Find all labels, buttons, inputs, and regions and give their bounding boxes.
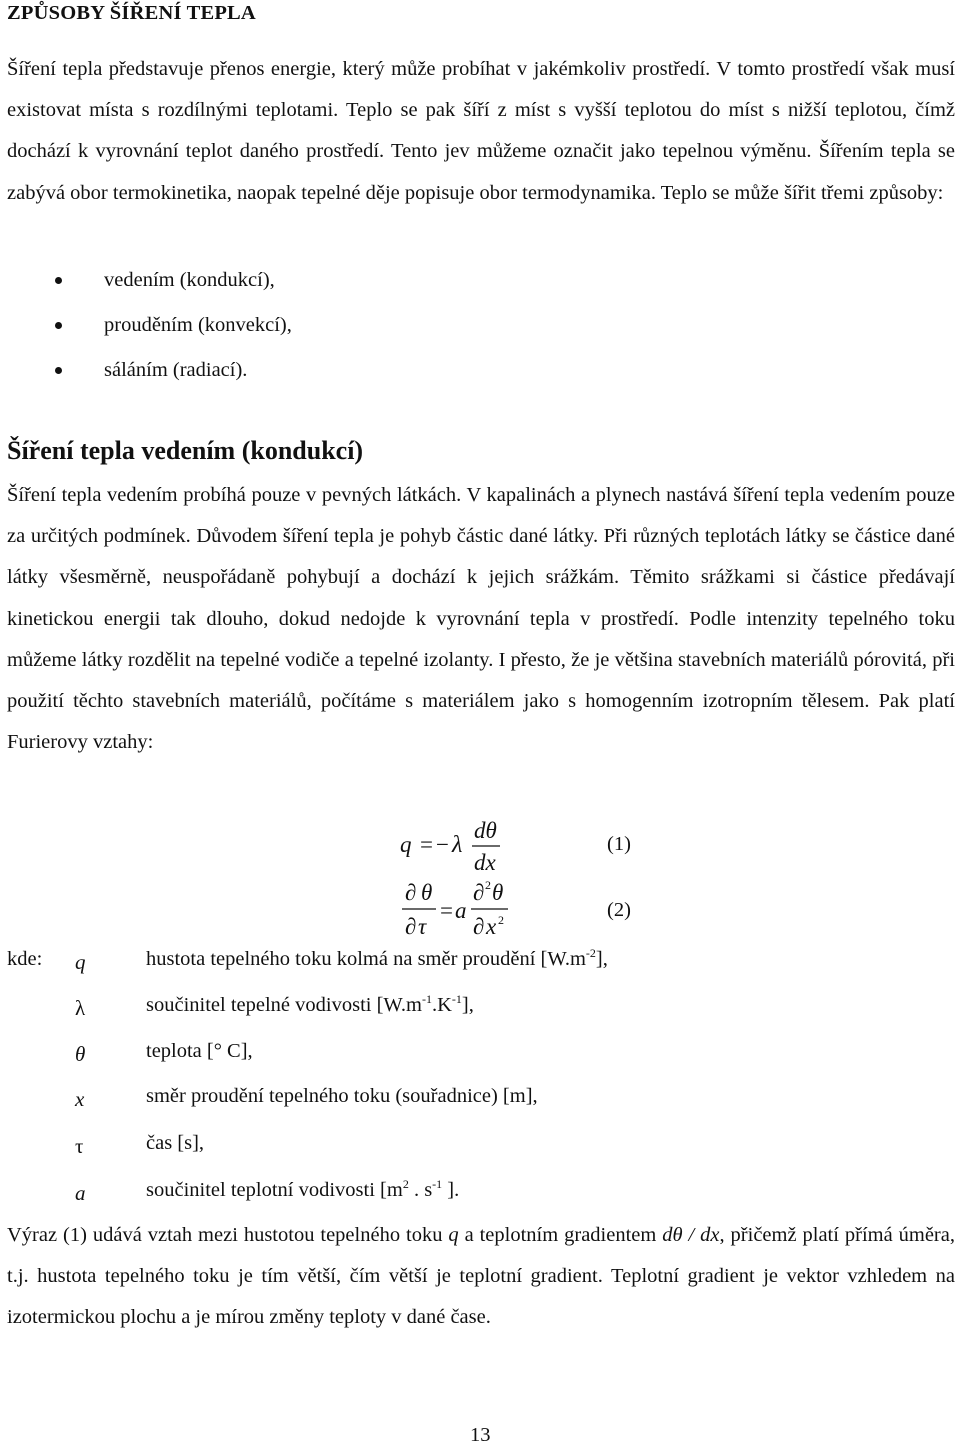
equation-number-2: (2) xyxy=(607,899,631,921)
eq2-a: a xyxy=(455,898,467,923)
section-heading: Šíření tepla vedením (kondukcí) xyxy=(7,436,364,465)
list-item: prouděním (konvekcí), xyxy=(0,303,292,348)
eq1-numerator: dθ xyxy=(474,818,497,843)
definition-x: směr proudění tepelného toku (souřadnice) [m], xyxy=(146,1085,538,1107)
eq2-theta-2: θ xyxy=(492,880,504,905)
eq1-q: q xyxy=(400,832,412,857)
definition-a: součinitel teplotní vodivosti [$m^2$ . $s^{-1}$ ]. xyxy=(146,1177,460,1201)
where-label: kde: xyxy=(7,948,43,970)
bullet-icon xyxy=(55,277,62,284)
symbol-tau: τ xyxy=(75,1134,84,1158)
page-number: 13 xyxy=(470,1424,491,1446)
symbol-lambda: λ xyxy=(75,996,86,1020)
section-paragraph: Šíření tepla vedením probíhá pouze v pevných látkách. V kapalinách a plynech nastává šíření tepla vedením pouze za určitých podmínek. Důvodem šíření tepla je pohyb částic dané látky. Při různých teplotách látky se částice dané látky všesměrně, neuspořádaně pohybují a dochází k jejich srážkám. Těmito srážkami si částice předávají kinetickou energii tak dlouho, dokud nedojde k vyrovnání tepla v prostředí. Podle intenzity tepelného toku můžeme látky rozdělit na tepelné vodiče a tepelné izolanty. I přesto, že je většina stavebních materiálů pórovitá, při použití těchto stavebních materiálů, počítáme s materiálem jako s homogenním izotropním tělesem. Pak platí Furierovy vztahy: xyxy=(7,484,955,754)
methods-list xyxy=(0,258,292,393)
eq2-x: x xyxy=(486,914,497,939)
eq2-sup-3: 2 xyxy=(498,913,504,927)
equation-number-1: (1) xyxy=(607,833,631,855)
equation-1 xyxy=(400,818,500,875)
eq1-equals: = xyxy=(420,832,433,857)
eq2-theta: θ xyxy=(421,880,433,905)
bullet-icon xyxy=(55,367,62,374)
intro-paragraph: Šíření tepla představuje přenos energie, který může probíhat v jakémkoliv prostředí. V tomto prostředí však musí existovat místa s rozdílnými teplotami. Teplo se pak šíří z míst s vyšší teplotou do míst s nižší teplotou, čímž dochází k vyrovnání teplot daného prostředí. Tento jev můžeme označit jako tepelnou výměnu. Šířením tepla se zabývá obor termokinetika, naopak tepelné děje popisuje obor termodynamika. Teplo se může šířit třemi způsoby: xyxy=(7,58,955,204)
eq2-tau: τ xyxy=(418,914,427,939)
definition-lambda: součinitel tepelné vodivosti $[W.m^{-1}.K^{-1}]$, xyxy=(146,992,474,1016)
eq2-sup-2: 2 xyxy=(485,878,491,892)
page-title: ZPŮSOBY ŠÍŘENÍ TEPLA xyxy=(7,2,256,24)
list-item: vedením (kondukcí), xyxy=(0,258,292,303)
symbol-a: a xyxy=(75,1181,86,1205)
symbol-q: q xyxy=(75,950,86,974)
eq2-equals: = xyxy=(440,898,453,923)
closing-paragraph: Výraz (1) udává vztah mezi hustotou tepelného toku q a teplotním gradientem dθ / dx, přičemž platí přímá úměra, t.j. hustota tepelného toku je tím větší, čím větší je teplotní gradient. Teplotní gradient je vektor vzhledem na izotermickou plochu a je mírou změny teploty v dané čase. xyxy=(7,1224,955,1329)
eq1-denominator: dx xyxy=(474,850,496,875)
equation-2 xyxy=(402,878,508,939)
eq2-partial-3: ∂ xyxy=(473,880,485,905)
eq2-partial-1: ∂ xyxy=(405,880,417,905)
bullet-icon xyxy=(55,322,62,329)
symbol-x: x xyxy=(75,1087,85,1111)
eq2-partial-4: ∂ xyxy=(473,914,485,939)
definition-q: hustota tepelného toku kolmá na směr proudění $[W.m^{-2}]$, xyxy=(146,946,608,970)
equations xyxy=(0,800,960,950)
definition-tau: čas [s], xyxy=(146,1132,205,1154)
eq1-lambda: λ xyxy=(452,832,463,858)
eq2-partial-2: ∂ xyxy=(405,914,417,939)
list-item: sáláním (radiací). xyxy=(0,348,292,393)
definition-theta: teplota [° C], xyxy=(146,1040,253,1062)
eq1-minus: − xyxy=(436,832,449,857)
symbol-theta: θ xyxy=(75,1042,86,1066)
